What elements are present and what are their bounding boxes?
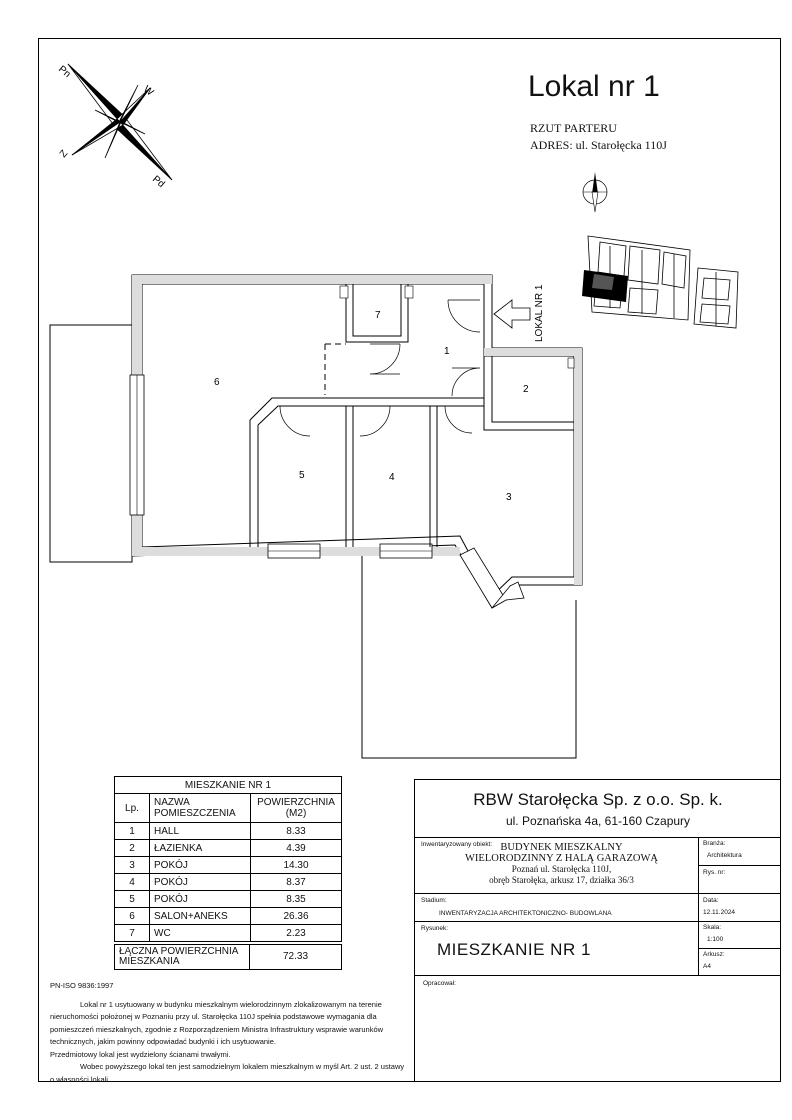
sheet-value: A4 [703,963,711,970]
table-row: 5 POKÓJ 8.35 [115,891,342,908]
object-line-3: Poznań ul. Starołęcka 110J, [511,864,612,874]
company-name: RBW Starołęcka Sp. z o.o. Sp. k. [473,790,723,809]
room-label-1: 1 [444,346,450,357]
stage-label: Stadium: [421,897,447,904]
page-title: Lokal nr 1 [528,70,660,103]
col-area-header: POWIERZCHNIA (M2) [251,794,342,823]
table-row: 3 POKÓJ 14.30 [115,857,342,874]
compass-label-n: Pn [56,63,73,81]
room-label-5: 5 [299,470,305,481]
scale-value: 1:100 [707,936,724,943]
branch-value: Architektura [707,852,742,859]
drawing-value: MIESZKANIE NR 1 [437,940,591,959]
table-row: 2 ŁAZIENKA 4.39 [115,840,342,857]
address-label: ADRES: ul. Starołęcka 110J [530,138,667,152]
terrace-left [50,325,132,562]
compass-label-w: Z [57,148,71,160]
north-arrow-icon [580,170,610,215]
table-row: 1 HALL 8.33 [115,823,342,840]
date-label: Data: [703,897,719,904]
sheet-label: Arkusz: [703,951,725,958]
compass-label-s: Pd [150,173,167,191]
notes-paragraph-1: Lokal nr 1 usytuowany w budynku mieszkalnym wielorodzinnym zlokalizowanym na terenie nieruchomości położonej w Poznaniu przy ul. Starołęcka 110J spełnia podstawowe wymagania dla pomieszczeń mieszkalnych, zgodnie z Rozporządzeniem Ministra Infrastruktury wsprawie warunków technicznych, jakim powinny odpowiadać budynki i ich usytuowanie. [50,999,384,1046]
col-name-header: NAZWA POMIESZCZENIA [150,794,251,823]
room-label-7: 7 [375,310,381,321]
scale-label: Skala: [703,924,722,931]
room-label-4: 4 [389,472,395,483]
room-label-3: 3 [506,492,512,503]
notes-standard: PN-ISO 9836:1997 [50,981,114,990]
interior-walls [250,284,574,547]
object-label: Inwentaryzowany obiekt: [421,841,493,848]
floor-plan [40,270,600,770]
entrance-arrow-icon [494,300,530,328]
riser-icon [568,358,574,368]
object-line-2: WIELORODZINNY Z HALĄ GARAZOWĄ [465,853,658,864]
table-row: 4 POKÓJ 8.37 [115,874,342,891]
total-area-table [114,944,342,970]
room-table-title: MIESZKANIE NR 1 [115,777,342,794]
date-value: 12.11.2024 [703,909,736,916]
riser-icon [340,286,348,298]
drawing-label: Rysunek: [421,925,449,932]
notes-paragraph-3: Wobec powyższego lokal ten jest samodzielnym lokalem mieszkalnym w myśl Art. 2 ust. 2 ustawy o własności lokali [50,1062,405,1084]
company-address: ul. Poznańska 4a, 61-160 Czapury [505,814,691,828]
table-row: 7 WC 2.23 [115,925,342,942]
plan-side-label: LOKAL NR 1 [534,284,545,342]
room-label-6: 6 [214,377,220,388]
author-label: Opracował: [423,980,456,987]
compass-rose-icon [50,50,180,200]
room-schedule-table [114,776,342,942]
notes [50,980,410,1086]
floor-label: RZUT PARTERU [530,121,617,135]
total-area-value: 72.33 [250,945,342,970]
room-label-2: 2 [523,384,529,395]
title-block [414,779,781,1082]
riser-icon [405,286,413,298]
object-line-1: BUDYNEK MIESZKALNY [500,842,623,853]
object-line-4: obręb Starołęka, arkusz 17, działka 36/3 [489,875,634,885]
stage-value: INWENTARYZACJA ARCHITEKTONICZNO- BUDOWLANA [439,910,612,917]
col-lp-header: Lp. [115,794,150,823]
garden-area [362,556,576,758]
outer-walls [132,275,582,608]
branch-label: Branża: [703,840,726,847]
notes-paragraph-2: Przedmiotowy lokal jest wydzielony ścianami trwałymi. [50,1049,231,1059]
drawing-number-label: Rys. nr: [703,869,726,876]
total-area-label: ŁĄCZNA POWIERZCHNIA MIESZKANIA [115,945,250,970]
compass-label-e: W [141,83,156,99]
table-row: 6 SALON+ANEKS 26.36 [115,908,342,925]
